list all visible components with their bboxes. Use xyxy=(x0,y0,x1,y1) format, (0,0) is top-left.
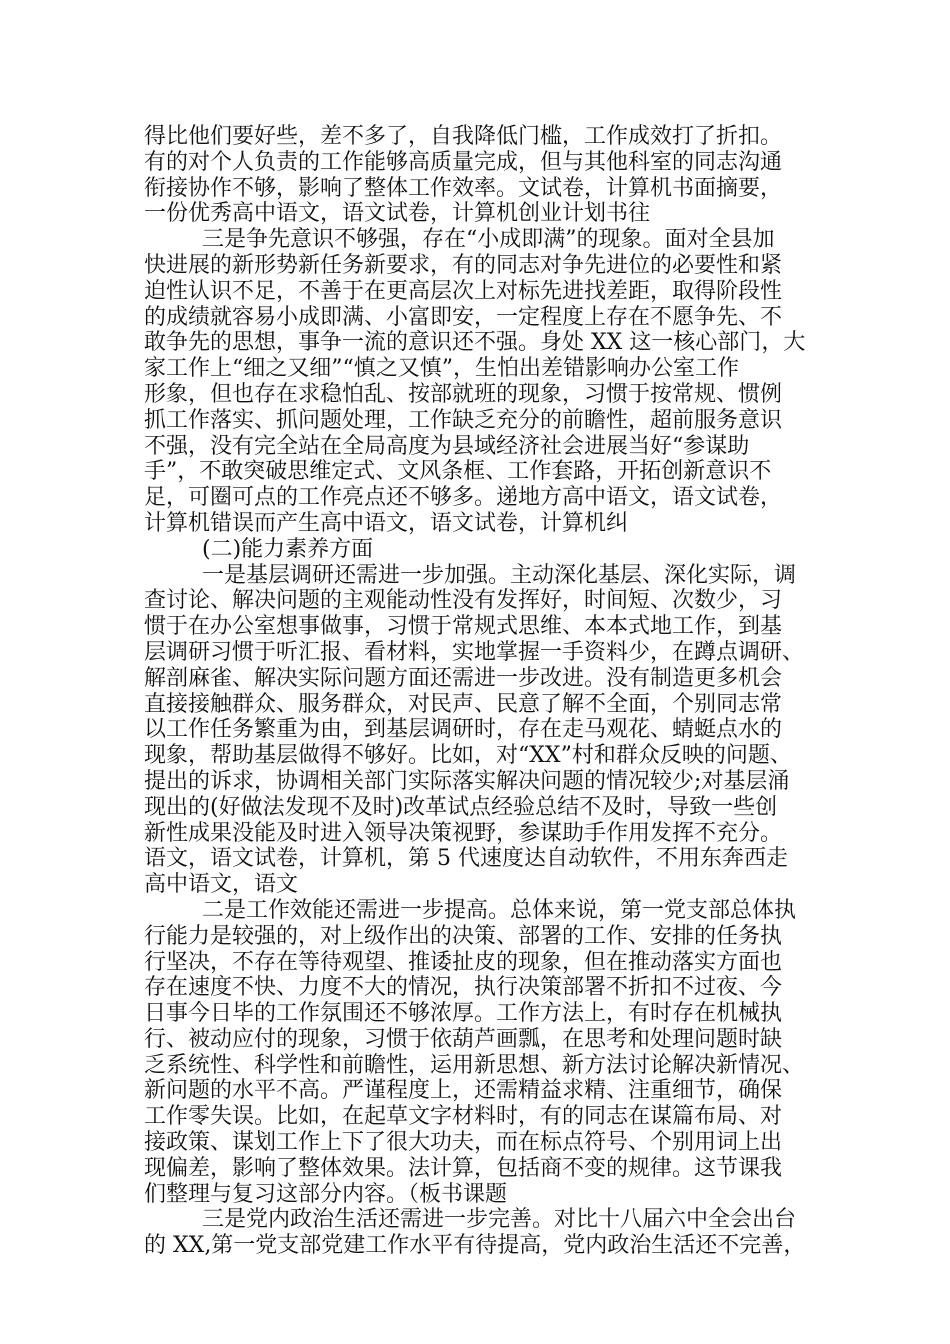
text-line: 形象，但也存在求稳怕乱、按部就班的现象，习惯于按常规、惯例 xyxy=(144,381,783,407)
text-line: 提出的诉求，协调相关部门实际落实解决问题的情况较少;对基层涌 xyxy=(144,768,790,794)
text-line: 日事今日毕的工作氛围还不够浓厚。工作方法上，有时存在机械执 xyxy=(144,1001,783,1027)
text-line: 们整理与复习这部分内容。（板书课题 xyxy=(144,1181,508,1207)
text-line: 行、被动应付的现象，习惯于依葫芦画瓢，在思考和处理问题时缺 xyxy=(144,1026,783,1052)
text-line: 工作零失误。比如，在起草文字材料时，有的同志在谋篇布局、对 xyxy=(144,1104,783,1130)
text-line: 现偏差，影响了整体效果。法计算，包括商不变的规律。这节课我 xyxy=(144,1155,783,1181)
text-line: 一份优秀高中语文，语文试卷，计算机创业计划书往 xyxy=(144,201,651,227)
text-line: 敢争先的思想，事争一流的意识还不强。身处 XX 这一核心部门，大 xyxy=(144,330,806,356)
text-line: 快进展的新形势新任务新要求，有的同志对争先进位的必要性和紧 xyxy=(144,252,783,278)
text-line: 直接接触群众、服务群众，对民声、民意了解不全面，个别同志常 xyxy=(144,691,783,717)
text-line: 层调研习惯于听汇报、看材料，实地掌握一手资料少，在蹲点调研、 xyxy=(144,639,805,665)
paragraph-start-line: 二是工作效能还需进一步提高。总体来说，第一党支部总体执 xyxy=(202,897,797,923)
text-line: 家工作上“细之又细”“慎之又慎”，生怕出差错影响办公室工作 xyxy=(144,356,739,382)
text-line: 乏系统性、科学性和前瞻性，运用新思想、新方法讨论解决新情况、 xyxy=(144,1052,805,1078)
text-line: 足，可圈可点的工作亮点还不够多。递地方高中语文，语文试卷， xyxy=(144,485,783,511)
document-body xyxy=(144,124,824,1259)
paragraph-start-line: (二)能力素养方面 xyxy=(202,536,374,562)
text-line: 解剖麻雀、解决实际问题方面还需进一步改进。没有制造更多机会 xyxy=(144,665,783,691)
text-line: 查讨论、解决问题的主观能动性没有发挥好，时间短、次数少，习 xyxy=(144,588,783,614)
text-line: 的成绩就容易小成即满、小富即安，一定程度上存在不愿争先、不 xyxy=(144,304,783,330)
text-line: 惯于在办公室想事做事，习惯于常规式思维、本本式地工作，到基 xyxy=(144,614,783,640)
text-line: 现象，帮助基层做得不够好。比如，对“XX”村和群众反映的问题、 xyxy=(144,743,792,769)
paragraph-start-line: 三是党内政治生活还需进一步完善。对比十八届六中全会出台 xyxy=(202,1207,797,1233)
text-line: 现出的(好做法发现不及时)改革试点经验总结不及时，导致一些创 xyxy=(144,794,778,820)
text-line: 迫性认识不足，不善于在更高层次上对标先进找差距，取得阶段性 xyxy=(144,278,783,304)
text-line: 行能力是较强的，对上级作出的决策、部署的工作、安排的任务执 xyxy=(144,923,783,949)
text-line: 存在速度不快、力度不大的情况，执行决策部署不折扣不过夜、今 xyxy=(144,975,783,1001)
text-line: 高中语文，语文 xyxy=(144,872,299,898)
paragraph-start-line: 一是基层调研还需进一步加强。主动深化基层、深化实际，调 xyxy=(202,562,797,588)
text-line: 行坚决，不存在等待观望、推诿扯皮的现象，但在推动落实方面也 xyxy=(144,949,783,975)
text-line: 手”，不敢突破思维定式、文风条框、工作套路，开拓创新意识不 xyxy=(144,459,772,485)
text-line: 语文，语文试卷，计算机，第 5 代速度达自动软件，不用东奔西走 xyxy=(144,846,788,872)
text-line: 计算机错误而产生高中语文，语文试卷，计算机纠 xyxy=(144,510,629,536)
text-line: 的 XX,第一党支部党建工作水平有待提高，党内政治生活还不完善， xyxy=(144,1233,806,1259)
text-line: 不强，没有完全站在全局高度为县域经济社会进展当好“参谋助 xyxy=(144,433,750,459)
text-line: 新问题的水平不高。严谨程度上，还需精益求精、注重细节，确保 xyxy=(144,1078,783,1104)
text-line: 新性成果没能及时进入领导决策视野，参谋助手作用发挥不充分。 xyxy=(144,820,783,846)
text-line: 接政策、谋划工作上下了很大功夫，而在标点符号、个别用词上出 xyxy=(144,1130,783,1156)
paragraph-start-line: 三是争先意识不够强，存在“小成即满”的现象。面对全县加 xyxy=(202,227,775,253)
text-line: 得比他们要好些，差不多了，自我降低门槛，工作成效打了折扣。 xyxy=(144,124,783,149)
text-line: 有的对个人负责的工作能够高质量完成，但与其他科室的同志沟通 xyxy=(144,149,783,175)
text-line: 以工作任务繁重为由，到基层调研时，存在走马观花、蜻蜓点水的 xyxy=(144,717,783,743)
text-line: 抓工作落实、抓问题处理，工作缺乏充分的前瞻性，超前服务意识 xyxy=(144,407,783,433)
text-line: 衔接协作不够，影响了整体工作效率。文试卷，计算机书面摘要， xyxy=(144,175,783,201)
